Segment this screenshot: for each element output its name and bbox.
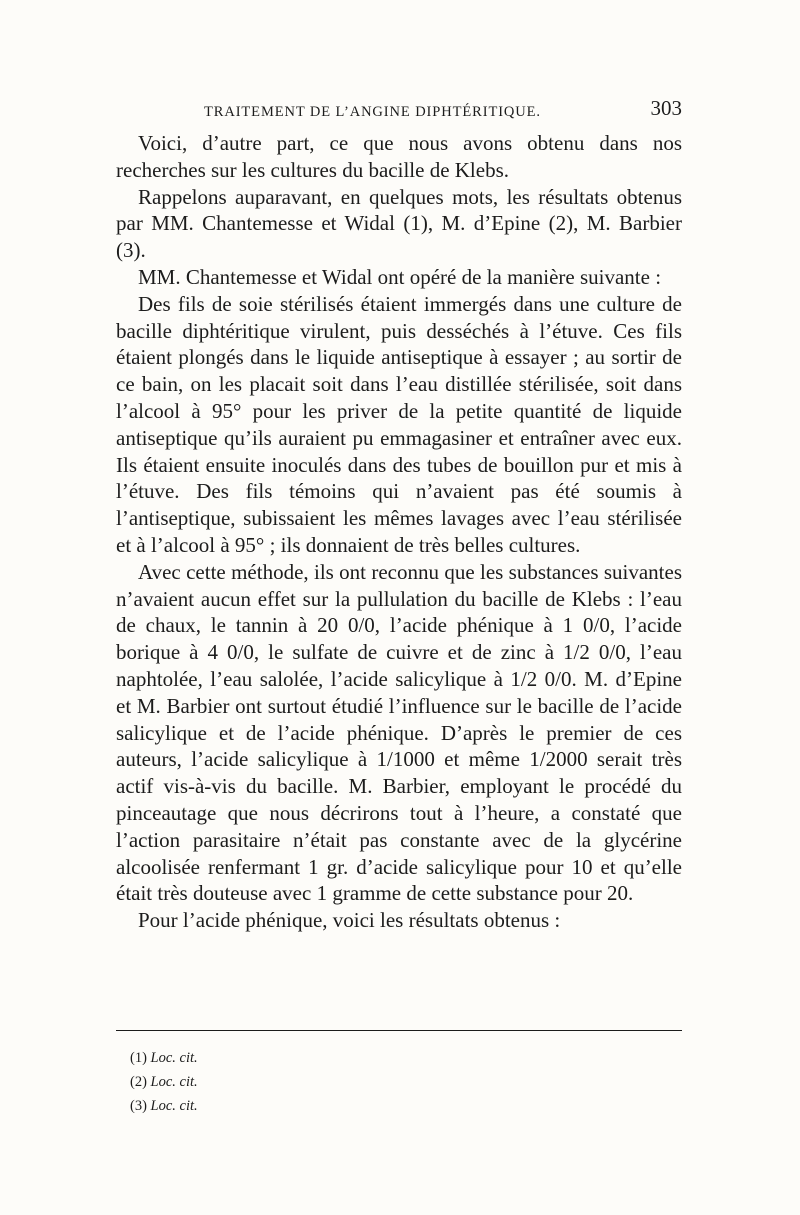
footnote-text: Loc. cit. [150, 1098, 198, 1114]
running-title: TRAITEMENT DE L’ANGINE DIPHTÉRITIQUE. [204, 104, 541, 120]
paragraph-1: Voici, d’autre part, ce que nous avons obtenu dans nos recherches sur les cultures du bacille de Klebs. [116, 131, 682, 182]
page-number: 303 [650, 96, 682, 120]
page-header [116, 96, 682, 126]
footnote-mark: (1) [130, 1050, 147, 1066]
paragraph-3: MM. Chantemesse et Widal ont opéré de la manière suivante : [138, 264, 662, 289]
paragraph-4: Des fils de soie stérilisés étaient immergés dans une culture de bacille diphtéritique virulent, puis desséchés à l’étuve. Ces fils étaient plongés dans le liquide antiseptique à essayer ; au sortir de ce bain, on les placait soit dans l’eau distillée stérilisée, soit dans l’alcool à 95° pour les priver de la petite quantité de liquide antiseptique qu’ils auraient pu emmagasiner et entraîner avec eux. Ils étaient ensuite inoculés dans des tubes de bouillon pur et mis à l’étuve. Des fils témoins qui n’avaient pas été soumis à l’antiseptique, subissaient les mêmes lavages avec l’eau stérilisée et à l’alcool à 95° ; ils donnaient de très belles cultures. [116, 291, 682, 557]
footnote-mark: (3) [130, 1098, 147, 1114]
footnote-3 [130, 1094, 530, 1118]
footnote-divider [116, 1030, 682, 1031]
footnotes [130, 1046, 530, 1118]
footnote-mark: (2) [130, 1074, 147, 1090]
paragraph-6: Pour l’acide phénique, voici les résultats obtenus : [138, 908, 561, 933]
footnote-text: Loc. cit. [150, 1074, 198, 1090]
footnote-2 [130, 1070, 530, 1094]
paragraph-2: Rappelons auparavant, en quelques mots, les résultats obtenus par MM. Chantemesse et Widal (1), M. d’Epine (2), M. Barbier (3). [116, 184, 682, 263]
body-text [116, 130, 682, 934]
paragraph-5: Avec cette méthode, ils ont reconnu que les substances suivantes n’avaient aucun effet sur la pullulation du bacille de Klebs : l’eau de chaux, le tannin à 20 0/0, l’acide phénique à 1 0/0, l’acide borique à 4 0/0, le sulfate de cuivre et de zinc à 1/2 0/0, l’eau naphtolée, l’eau salolée, l’acide salicylique à 1/2 0/0. M. d’Epine et M. Barbier ont surtout étudié l’influence sur le bacille de l’acide salicylique et de l’acide phénique. D’après le premier de ces auteurs, l’acide salicylique à 1/1000 et même 1/2000 serait très actif vis-à-vis du bacille. M. Barbier, employant le procédé du pinceautage que nous décrirons tout à l’heure, a constaté que l’action parasitaire n’était pas constante avec de la glycérine alcoolisée renfermant 1 gr. d’acide salicylique pour 10 et qu’elle était très douteuse avec 1 gramme de cette substance pour 20. [116, 559, 682, 906]
footnote-text: Loc. cit. [150, 1050, 198, 1066]
footnote-1 [130, 1046, 530, 1070]
